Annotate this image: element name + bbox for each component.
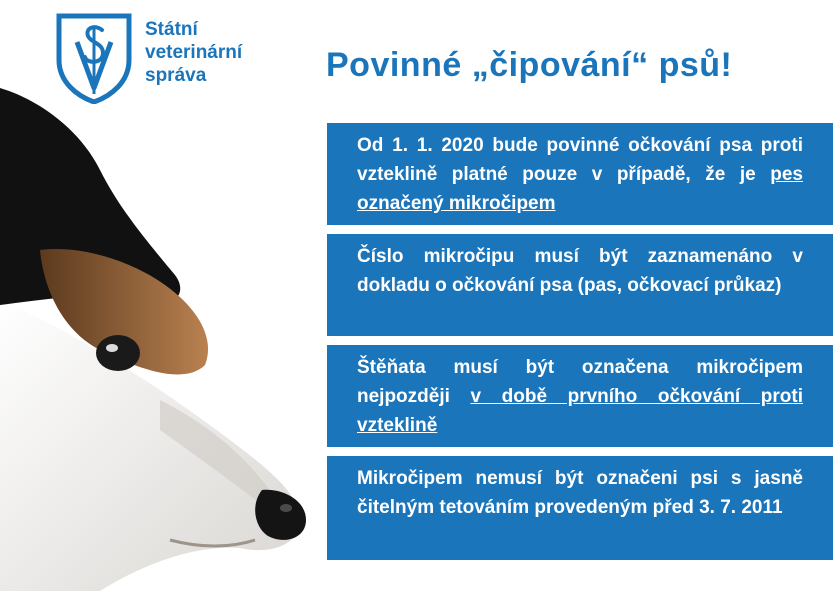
svs-shield-emblem-icon [55,12,133,104]
page-title: Povinné „čipování“ psů! [326,46,733,84]
info-box-4-text: Mikročipem nemusí být označeni psi s jasně čitelným tetováním provedeným před 3. 7. 2011 [357,468,803,518]
logo-wordmark [145,18,242,87]
info-box-1 [327,123,833,225]
info-box-3 [327,345,833,447]
info-box-1-highlight: pes označený mikročipem [357,164,803,214]
logo-line-2: veterinární [145,42,243,63]
info-box-4 [327,456,833,560]
info-boxes [327,123,833,560]
info-box-2 [327,234,833,336]
svs-logo [55,12,242,104]
info-box-3-highlight: v době prvního očkování proti vzteklině [357,386,803,436]
info-box-3-text: Štěňata musí být označena mikročipem nejpozději [357,357,803,407]
logo-line-1: Státní [145,19,198,40]
info-box-1-text: Od 1. 1. 2020 bude povinné očkování psa proti vzteklině platné pouze v případě, že je [357,135,803,185]
logo-line-3: správa [145,65,207,86]
info-box-2-text: Číslo mikročipu musí být zaznamenáno v dokladu o očkování psa (pas, očkovací průkaz) [357,246,803,296]
